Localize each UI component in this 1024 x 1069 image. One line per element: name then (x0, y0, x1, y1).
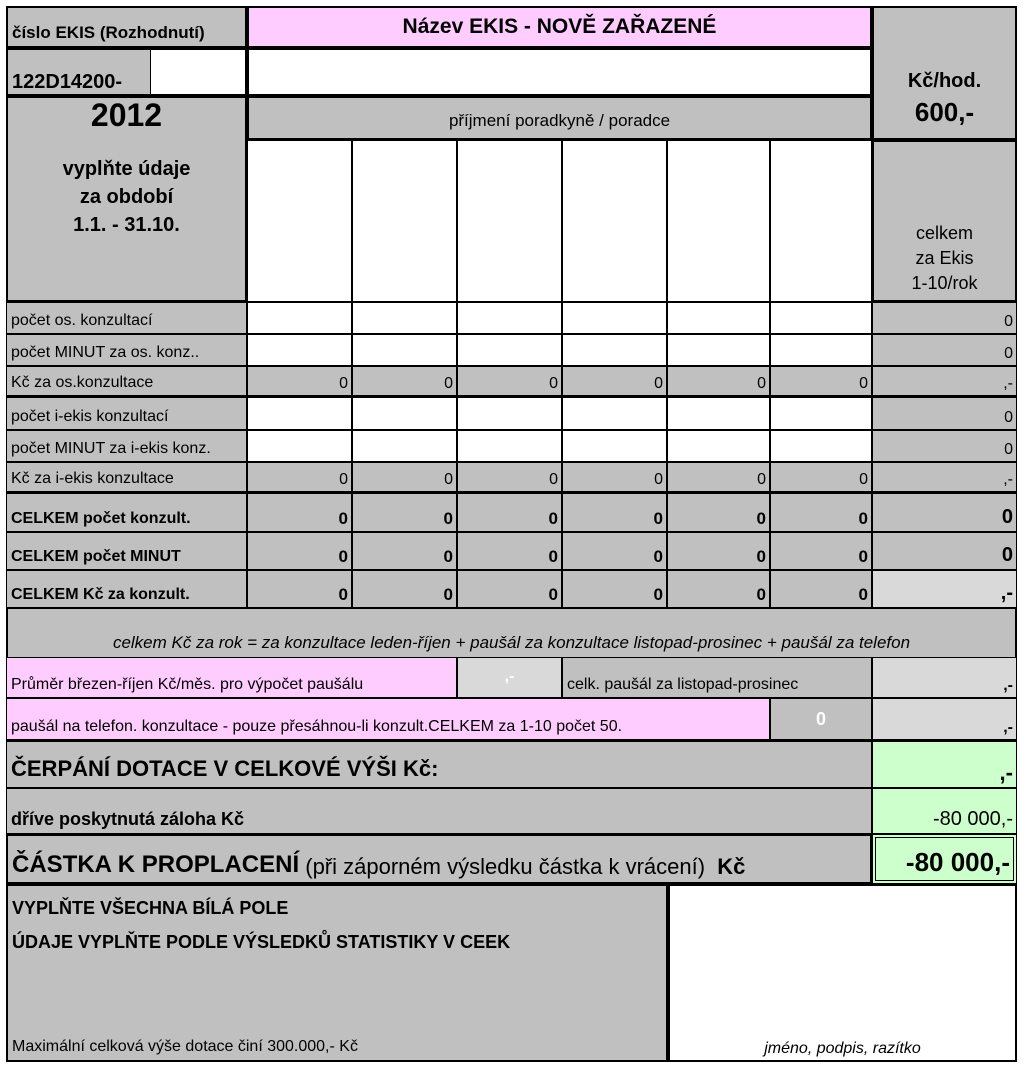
advisor-name-cell[interactable] (247, 140, 352, 302)
advisor-name-cell[interactable] (770, 140, 872, 302)
row-value-cell: 0 (562, 532, 667, 570)
row-value-cell: 0 (352, 366, 457, 397)
ekis-number-cell (6, 48, 247, 96)
row-value-cell[interactable] (667, 430, 770, 462)
row-value-cell[interactable] (352, 302, 457, 334)
total-header-cell (872, 140, 1017, 302)
formula-note: celkem Kč za rok = za konzultace leden-říjen + paušál za konzultace listopad-prosinec + paušál za telefon (112, 633, 911, 653)
avg-label: Průměr březen-říjen Kč/měs. pro výpočet paušálu (6, 657, 457, 698)
row-label-bold: CELKEM (11, 585, 79, 603)
row-value-cell: 0 (457, 570, 562, 609)
rate-value: 600,- (914, 97, 975, 128)
row-label-rest: Kč za konzult. (78, 585, 190, 603)
footer-note1: VYPLŇTE VŠECHNA BÍLÁ POLE (12, 898, 289, 918)
row-value-cell: 0 (352, 532, 457, 570)
advance-value: -80 000,- (872, 788, 1017, 834)
phone-lump-count: 0 (770, 698, 872, 740)
row-value-cell: 0 (457, 462, 562, 493)
instructions-line2: za období (79, 185, 174, 208)
row-value-cell[interactable] (457, 430, 562, 462)
row-value-cell: 0 (352, 570, 457, 609)
signature-label: jméno, podpis, razítko (764, 1039, 921, 1057)
row-value-cell: 0 (247, 493, 352, 532)
max-subsidy-note: Maximální celková výše dotace činí 300.000,- Kč (12, 1037, 358, 1055)
row-value-cell: 0 (667, 570, 770, 609)
total-label-line1: celkem (915, 222, 973, 243)
row-value-cell: 0 (667, 462, 770, 493)
row-value-cell: 0 (770, 462, 872, 493)
row-label (6, 570, 247, 609)
row-label-bold: CELKEM (11, 509, 79, 527)
row-value-cell: 0 (247, 366, 352, 397)
row-label: Kč za os.konzultace (6, 366, 247, 397)
row-value-cell[interactable] (352, 430, 457, 462)
payout-label-paren: (při záporném výsledku částka k vrácení) (299, 853, 706, 879)
row-total: 0 (872, 334, 1017, 366)
row-value-cell[interactable] (667, 397, 770, 430)
row-value-cell[interactable] (247, 397, 352, 430)
row-value-cell[interactable] (562, 430, 667, 462)
row-label-rest: počet MINUT (78, 547, 181, 565)
formula-note-row (6, 609, 1017, 657)
payout-label (6, 834, 872, 884)
ekis-number-label: číslo EKIS (Rozhodnutí) (6, 6, 247, 48)
row-value-cell: 0 (457, 493, 562, 532)
ekis-name-label: Název EKIS - NOVĚ ZAŘAZENÉ (247, 6, 872, 48)
advisor-name-cell[interactable] (457, 140, 562, 302)
row-total: ,- (872, 366, 1017, 397)
row-value-cell[interactable] (352, 397, 457, 430)
advisor-name-cell[interactable] (562, 140, 667, 302)
avg-value: ,- (457, 657, 562, 698)
row-total: ,- (872, 462, 1017, 493)
row-value-cell: 0 (562, 493, 667, 532)
row-label: počet i-ekis konzultací (6, 397, 247, 430)
row-value-cell[interactable] (457, 334, 562, 366)
row-value-cell[interactable] (667, 302, 770, 334)
row-value-cell: 0 (247, 532, 352, 570)
row-total: 0 (872, 532, 1017, 570)
total-label-line3: 1-10/rok (911, 272, 978, 293)
row-total: 0 (872, 302, 1017, 334)
row-label: počet MINUT za os. konz.. (6, 334, 247, 366)
advisor-surname-label: příjmení poradkyně / poradce (247, 96, 872, 140)
row-value-cell: 0 (770, 570, 872, 609)
phone-lump-value: ,- (872, 698, 1017, 740)
phone-lump-label: paušál na telefon. konzultace - pouze přesáhnou-li konzult.CELKEM za 1-10 počet 50. (6, 698, 770, 740)
row-value-cell[interactable] (667, 334, 770, 366)
ekis-number-prefix: 122D14200- (12, 71, 123, 93)
footer-notes (6, 884, 668, 1062)
ekis-number-input[interactable] (150, 50, 245, 94)
instructions-line3: 1.1. - 31.10. (73, 213, 180, 236)
year-label: 2012 (90, 96, 163, 133)
row-label-bold: CELKEM (11, 547, 79, 565)
subsidy-label: ČERPÁNÍ DOTACE V CELKOVÉ VÝŠI Kč: (6, 740, 872, 788)
subsidy-value: ,- (872, 740, 1017, 788)
ekis-name-input[interactable] (247, 48, 872, 96)
row-value-cell: 0 (247, 570, 352, 609)
row-total: 0 (872, 430, 1017, 462)
row-value-cell: 0 (770, 532, 872, 570)
advisor-name-cell[interactable] (667, 140, 770, 302)
row-value-cell: 0 (352, 462, 457, 493)
lump-nov-dec-label: celk. paušál za listopad-prosinec (562, 657, 872, 698)
row-label: počet os. konzultací (6, 302, 247, 334)
total-label-line2: za Ekis (915, 247, 974, 268)
row-value-cell: 0 (667, 532, 770, 570)
row-value-cell[interactable] (562, 334, 667, 366)
row-label (6, 532, 247, 570)
instructions-line1: vyplňte údaje (62, 157, 191, 180)
payout-value: -80 000,- (872, 834, 1017, 884)
row-total: 0 (872, 493, 1017, 532)
row-value-cell[interactable] (770, 430, 872, 462)
row-label: počet MINUT za i-ekis konz. (6, 430, 247, 462)
footer-note2: ÚDAJE VYPLŇTE PODLE VÝSLEDKŮ STATISTIKY V CEEK (12, 932, 511, 952)
row-label: Kč za i-ekis konzultace (6, 462, 247, 493)
row-label (6, 493, 247, 532)
row-value-cell: 0 (667, 366, 770, 397)
row-total: ,- (872, 570, 1017, 609)
row-value-cell: 0 (667, 493, 770, 532)
advance-label: dříve poskytnutá záloha Kč (6, 788, 872, 834)
rate-header-cell (872, 6, 1017, 140)
row-value-cell[interactable] (562, 397, 667, 430)
row-value-cell[interactable] (247, 430, 352, 462)
row-value-cell: 0 (562, 366, 667, 397)
lump-nov-dec-value: ,- (872, 657, 1017, 698)
row-value-cell[interactable] (770, 397, 872, 430)
row-value-cell[interactable] (562, 302, 667, 334)
row-value-cell: 0 (562, 570, 667, 609)
row-value-cell[interactable] (770, 302, 872, 334)
row-value-cell[interactable] (352, 334, 457, 366)
row-total: 0 (872, 397, 1017, 430)
row-value-cell[interactable] (770, 334, 872, 366)
row-value-cell[interactable] (457, 397, 562, 430)
row-value-cell: 0 (247, 462, 352, 493)
signature-box[interactable] (668, 884, 1017, 1062)
row-value-cell: 0 (770, 493, 872, 532)
row-value-cell: 0 (352, 493, 457, 532)
advisor-name-cell[interactable] (352, 140, 457, 302)
payout-label-kc: Kč (705, 853, 746, 879)
row-value-cell: 0 (770, 366, 872, 397)
payout-label-bold: ČÁSTKA K PROPLACENÍ (12, 851, 300, 879)
rate-label: Kč/hod. (907, 69, 982, 92)
row-value-cell[interactable] (247, 302, 352, 334)
row-value-cell: 0 (457, 532, 562, 570)
row-value-cell[interactable] (457, 302, 562, 334)
year-info-cell (6, 96, 247, 302)
row-value-cell: 0 (457, 366, 562, 397)
row-value-cell[interactable] (247, 334, 352, 366)
row-label-rest: počet konzult. (78, 509, 191, 527)
row-value-cell: 0 (562, 462, 667, 493)
